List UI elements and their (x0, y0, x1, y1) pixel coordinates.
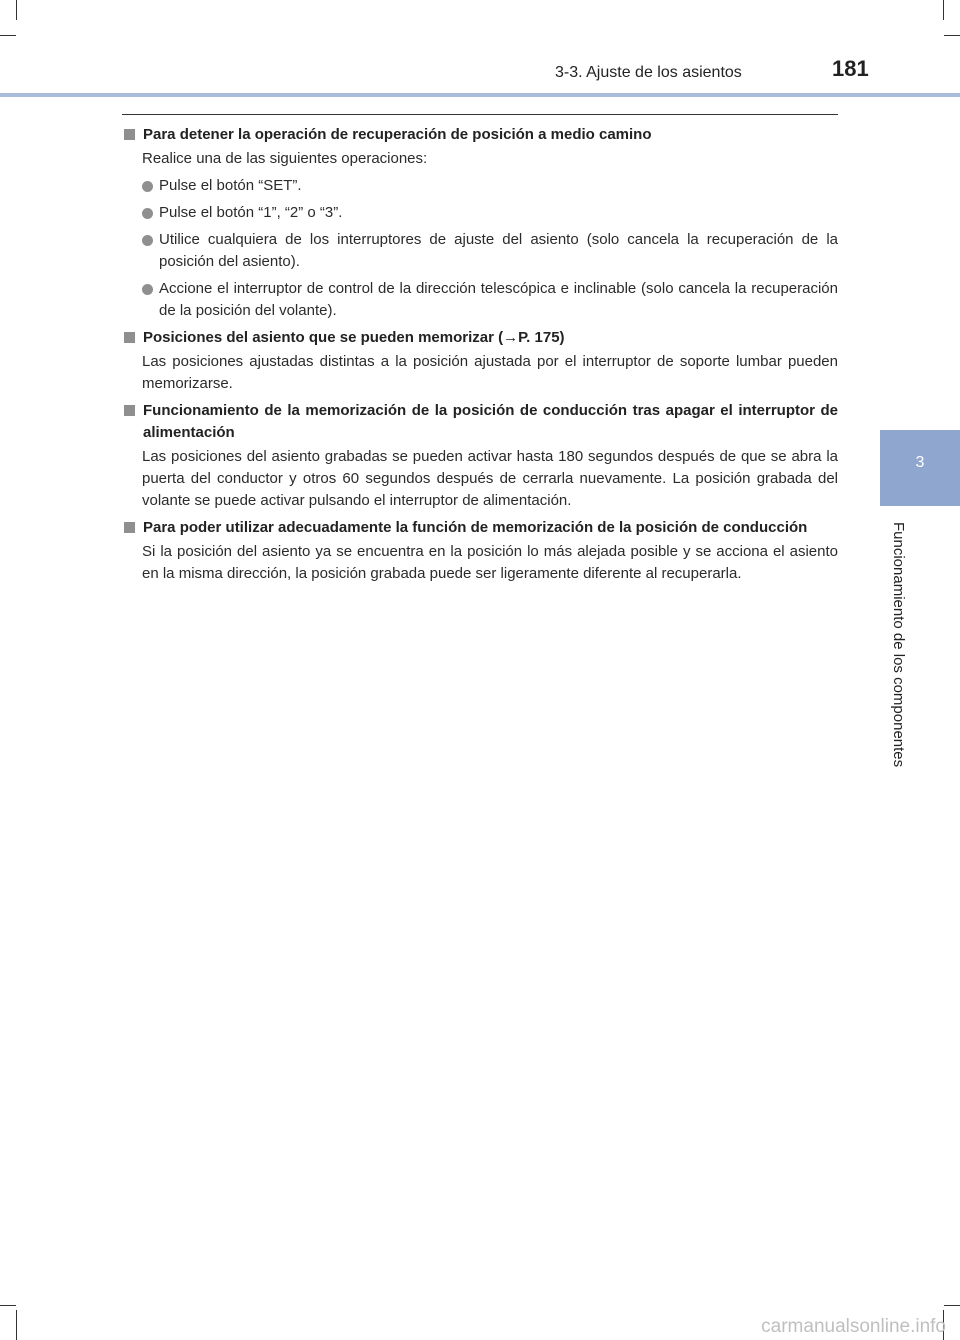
crop-mark (0, 1305, 16, 1306)
list-item-text: Pulse el botón “1”, “2” o “3”. (159, 204, 343, 221)
crop-mark (943, 0, 944, 20)
main-content (122, 124, 838, 590)
section-heading-text: Funcionamiento de la memorización de la posición de conducción tras apagar el interruptor de alimentación (143, 402, 838, 441)
section-after-power-off (122, 400, 838, 512)
section-proper-use (122, 517, 838, 585)
section-heading (122, 517, 838, 539)
chapter-title: Funcionamiento de los componentes (890, 522, 907, 768)
page-number: 181 (832, 56, 869, 81)
list-item (142, 175, 838, 197)
section-heading-text: Para detener la operación de recuperación de posición a medio camino (143, 126, 652, 143)
chapter-tab (880, 430, 960, 506)
round-bullet-icon (142, 181, 153, 192)
square-bullet-icon (124, 129, 135, 140)
list-item-text: Utilice cualquiera de los interruptores de ajuste del asiento (solo cancela la recuperación de la posición del asiento). (159, 231, 838, 270)
section-title: 3-3. Ajuste de los asientos (555, 64, 742, 81)
section-heading-text: Posiciones del asiento que se pueden memorizar (→P. 175) (143, 329, 565, 346)
section-heading-text: Para poder utilizar adecuadamente la función de memorización de la posición de conducción (143, 519, 808, 536)
section-body: Las posiciones ajustadas distintas a la posición ajustada por el interruptor de soporte lumbar pueden memorizarse. (142, 353, 838, 392)
list-item (142, 202, 838, 224)
round-bullet-icon (142, 235, 153, 246)
section-body: Si la posición del asiento ya se encuentra en la posición lo más alejada posible y se acciona el asiento en la misma dirección, la posición grabada puede ser ligeramente diferente al recuperarla. (142, 543, 838, 582)
content-rule (122, 114, 838, 115)
section-heading (122, 124, 838, 146)
watermark: carmanualsonline.info (761, 1316, 946, 1337)
square-bullet-icon (124, 522, 135, 533)
round-bullet-icon (142, 284, 153, 295)
square-bullet-icon (124, 332, 135, 343)
crop-mark (944, 1305, 960, 1306)
chapter-title-wrap (880, 518, 920, 808)
section-intro: Realice una de las siguientes operaciones: (142, 150, 428, 167)
crop-mark (944, 35, 960, 36)
crop-mark (16, 1310, 17, 1340)
round-bullet-icon (142, 208, 153, 219)
list-item (142, 278, 838, 322)
crop-mark (0, 35, 16, 36)
header-rule (0, 93, 960, 97)
crop-mark (16, 0, 17, 20)
section-heading (122, 400, 838, 444)
section-stop-recall (122, 124, 838, 322)
list-item-text: Pulse el botón “SET”. (159, 177, 302, 194)
section-body: Las posiciones del asiento grabadas se pueden activar hasta 180 segundos después de que se abra la puerta del conductor y otros 60 segundos después de cerrarla nuevamente. La posición grabada del volante se puede activar pulsando el interruptor de alimentación. (142, 448, 838, 509)
section-memorizable-positions (122, 327, 838, 395)
chapter-number: 3 (915, 454, 925, 471)
section-heading (122, 327, 838, 349)
list-item-text: Accione el interruptor de control de la dirección telescópica e inclinable (solo cancela la recuperación de la posición del volante). (159, 280, 838, 319)
square-bullet-icon (124, 405, 135, 416)
list-item (142, 229, 838, 273)
